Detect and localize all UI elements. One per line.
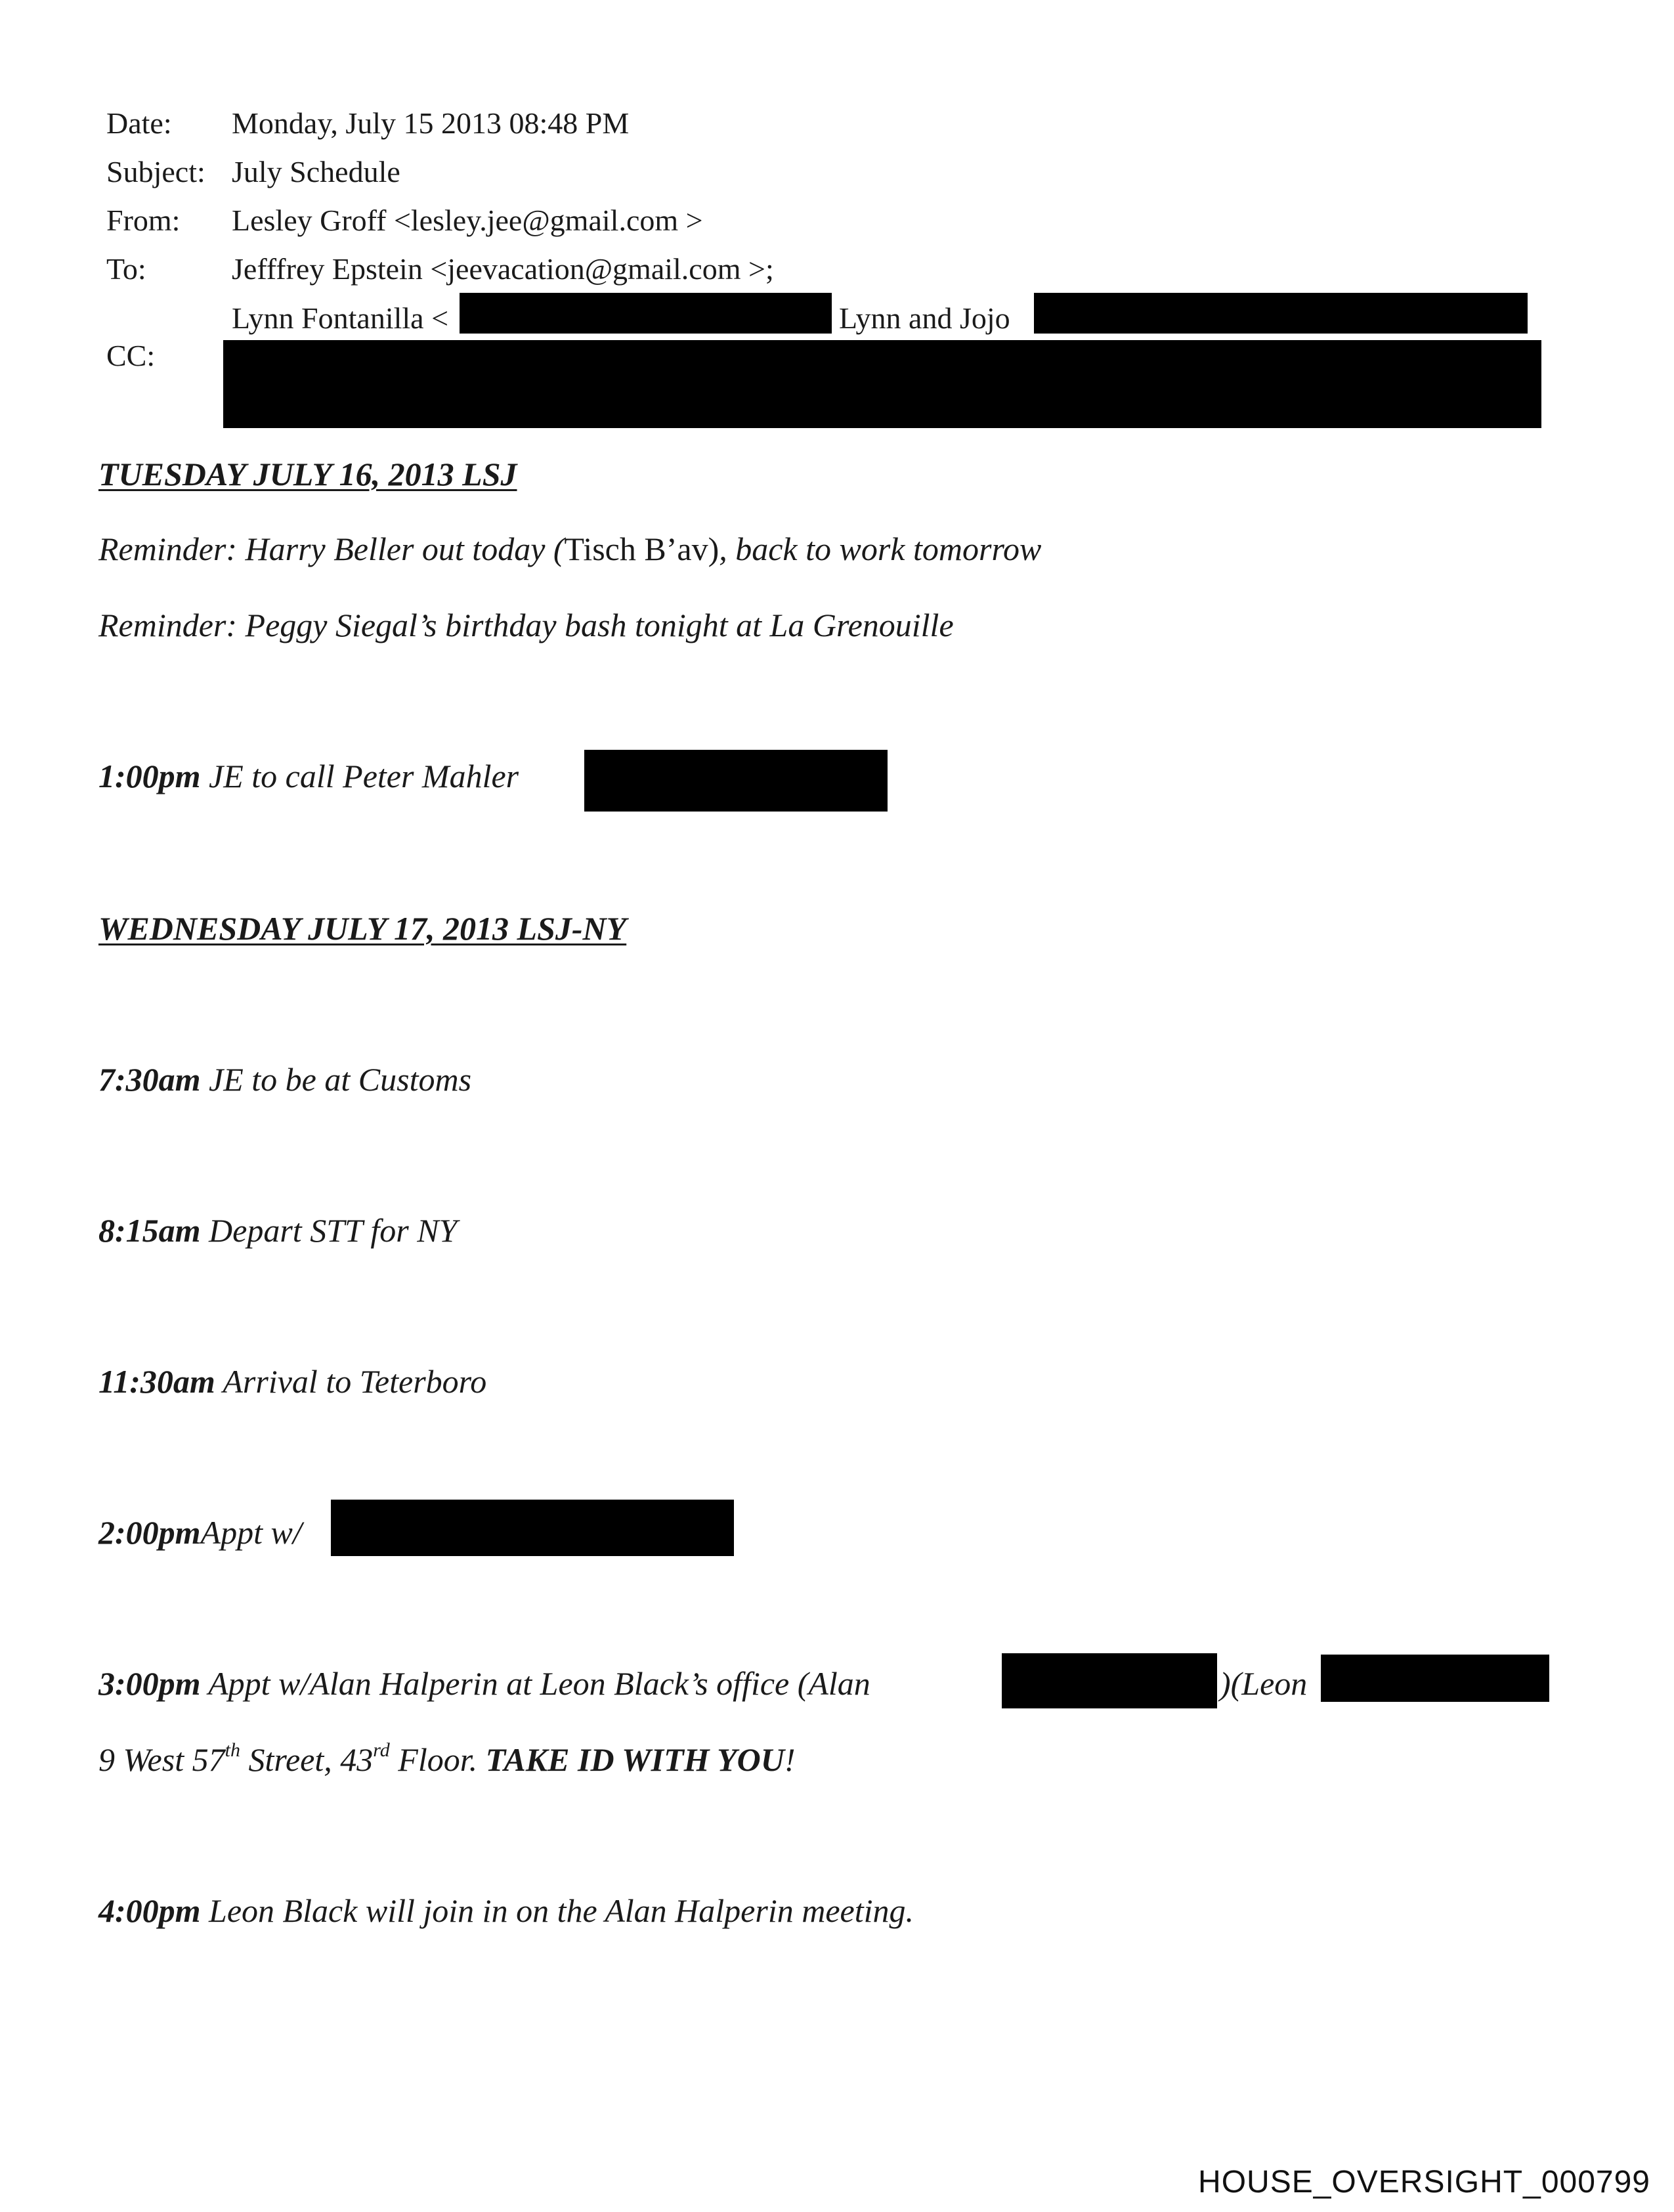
event-time: 3:00pm [98,1665,201,1702]
day-heading-wednesday: WEDNESDAY JULY 17, 2013 LSJ-NY [98,910,627,947]
reminder-harry-beller [98,528,1041,570]
from-label: From: [106,204,181,237]
event-time: 11:30am [98,1363,215,1400]
event-3 [98,1209,457,1251]
superscript: th [225,1739,240,1761]
redaction-box [223,340,1541,428]
event-text: Appt w/Alan Halperin at Leon Black’s office (Alan [200,1665,870,1702]
redaction-box [1321,1655,1549,1702]
redaction-box [331,1500,734,1556]
to-value-secondary-b: Lynn and Jojo [839,301,1010,335]
event-6-address [98,1739,796,1781]
event-1 [98,755,519,797]
event-time: 2:00pm [98,1514,201,1551]
event-text: JE to call Peter Mahler [200,758,519,794]
day-heading-tuesday: TUESDAY JULY 16, 2013 LSJ [98,456,517,492]
event-text: JE to be at Customs [200,1061,472,1098]
event-6-continued: )(Leon [1220,1665,1308,1702]
reminder-text: Reminder: Harry Beller out today ( [98,531,565,567]
cc-label: CC: [106,339,156,372]
event-4 [98,1360,486,1402]
to-label: To: [106,252,146,286]
event-text: Arrival to Teterboro [215,1363,487,1400]
bates-number: HOUSE_OVERSIGHT_000799 [1198,2165,1650,2200]
event-7 [98,1890,914,1932]
reminder-text: , back to work tomorrow [719,531,1042,567]
subject-value: July Schedule [232,155,400,188]
reminder-text: Tisch B’av) [564,531,719,567]
address-text: Floor. [389,1741,486,1778]
from-value: Lesley Groff <lesley.jee@gmail.com > [232,204,703,237]
address-text: 9 West 57 [98,1741,225,1778]
event-time: 1:00pm [98,758,201,794]
event-time: 8:15am [98,1212,201,1249]
to-value-primary: Jefffrey Epstein <jeevacation@gmail.com >; [232,252,774,286]
reminder-peggy-siegal: Reminder: Peggy Siegal’s birthday bash tonight at La Grenouille [98,607,954,643]
emphasis-text: TAKE ID WITH YOU [485,1741,784,1778]
event-5 [98,1511,302,1553]
subject-label: Subject: [106,155,205,188]
event-time: 4:00pm [98,1892,201,1929]
event-text: Depart STT for NY [200,1212,458,1249]
event-time: 7:30am [98,1061,201,1098]
redaction-box [1034,293,1528,334]
to-value-secondary-a: Lynn Fontanilla < [232,301,449,335]
address-text: ! [784,1741,796,1778]
date-value: Monday, July 15 2013 08:48 PM [232,106,630,140]
event-2 [98,1058,471,1100]
date-label: Date: [106,106,172,140]
redaction-box [460,293,832,334]
event-text: Appt w/ [200,1514,302,1551]
redaction-box [1002,1653,1217,1708]
superscript: rd [373,1739,390,1761]
address-text: Street, 43 [240,1741,374,1778]
event-6 [98,1662,870,1704]
redaction-box [584,750,888,812]
event-text: Leon Black will join in on the Alan Halperin meeting. [200,1892,914,1929]
